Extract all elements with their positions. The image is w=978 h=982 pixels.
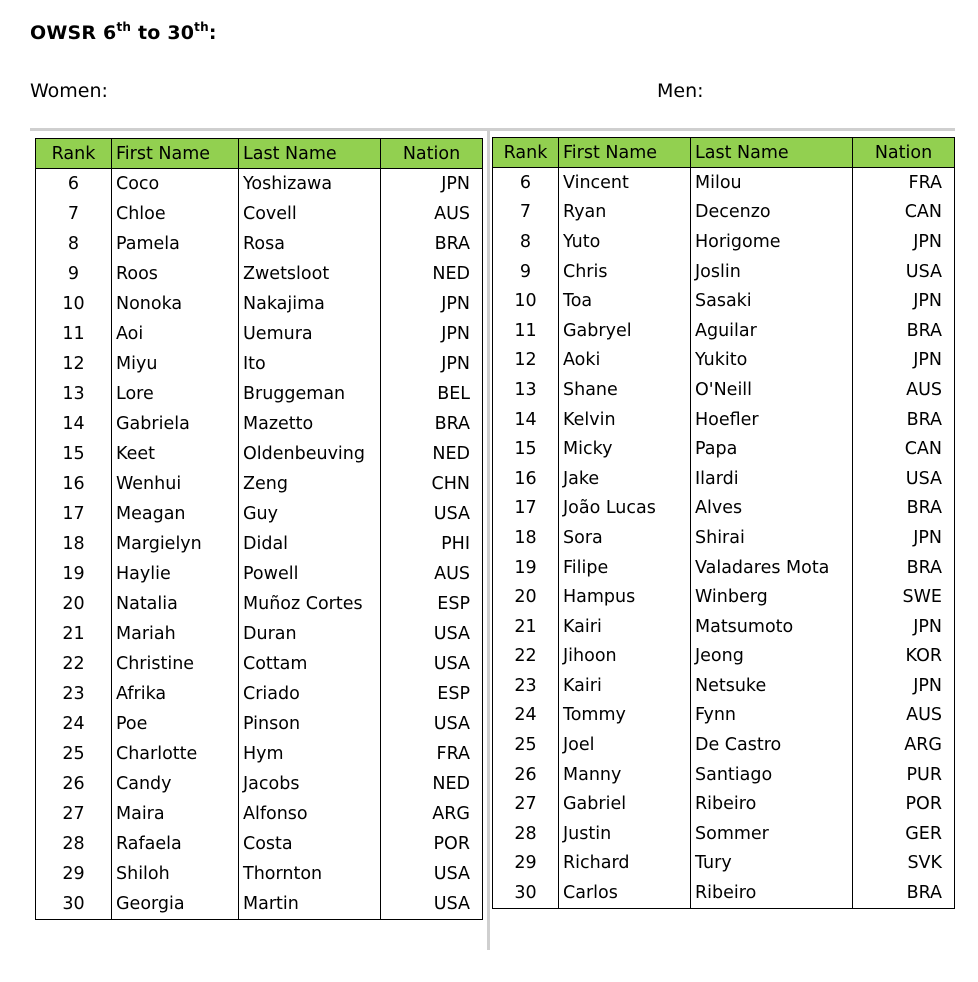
cell-rank: 27 [493, 789, 559, 819]
table-row [493, 346, 955, 376]
table-row [36, 829, 483, 859]
cell-nation: FRA [381, 739, 483, 769]
cell-rank: 20 [493, 582, 559, 612]
cell-last-name: Jeong [691, 642, 853, 672]
cell-nation: BRA [381, 229, 483, 259]
cell-rank: 17 [493, 494, 559, 524]
cell-last-name: Yoshizawa [239, 169, 381, 200]
cell-last-name: Criado [239, 679, 381, 709]
cell-last-name: Sasaki [691, 286, 853, 316]
cell-nation: JPN [853, 227, 955, 257]
cell-nation: PHI [381, 529, 483, 559]
cell-nation: BRA [853, 405, 955, 435]
cell-nation: ESP [381, 679, 483, 709]
cell-first-name: Roos [112, 259, 239, 289]
cell-rank: 8 [36, 229, 112, 259]
cell-rank: 12 [36, 349, 112, 379]
cell-nation: JPN [381, 289, 483, 319]
cell-first-name: Kairi [559, 612, 691, 642]
cell-first-name: Pamela [112, 229, 239, 259]
table-row [36, 709, 483, 739]
table-row [493, 760, 955, 790]
table-row [36, 799, 483, 829]
cell-first-name: Shane [559, 375, 691, 405]
cell-rank: 18 [493, 523, 559, 553]
cell-first-name: Charlotte [112, 739, 239, 769]
men-label: Men: [657, 80, 704, 102]
cell-first-name: Candy [112, 769, 239, 799]
cell-first-name: Tommy [559, 701, 691, 731]
cell-rank: 26 [36, 769, 112, 799]
cell-first-name: Jake [559, 464, 691, 494]
cell-first-name: Vincent [559, 168, 691, 198]
cell-last-name: Ribeiro [691, 789, 853, 819]
cell-first-name: Lore [112, 379, 239, 409]
cell-nation: KOR [853, 642, 955, 672]
cell-first-name: Richard [559, 849, 691, 879]
table-row [493, 434, 955, 464]
cell-last-name: Fynn [691, 701, 853, 731]
cell-nation: BRA [853, 494, 955, 524]
cell-nation: USA [381, 619, 483, 649]
cell-first-name: Gabryel [559, 316, 691, 346]
cell-rank: 28 [493, 819, 559, 849]
cell-last-name: Zeng [239, 469, 381, 499]
cell-last-name: Muñoz Cortes [239, 589, 381, 619]
cell-nation: POR [381, 829, 483, 859]
cell-last-name: O'Neill [691, 375, 853, 405]
cell-first-name: Justin [559, 819, 691, 849]
cell-rank: 22 [493, 642, 559, 672]
cell-first-name: Chris [559, 257, 691, 287]
cell-rank: 8 [493, 227, 559, 257]
cell-rank: 7 [36, 199, 112, 229]
table-row [493, 819, 955, 849]
table-row [493, 286, 955, 316]
cell-rank: 16 [36, 469, 112, 499]
cell-nation: NED [381, 439, 483, 469]
table-row [493, 375, 955, 405]
cell-nation: AUS [381, 559, 483, 589]
cell-rank: 15 [36, 439, 112, 469]
cell-nation: BEL [381, 379, 483, 409]
table-row [493, 642, 955, 672]
cell-nation: AUS [381, 199, 483, 229]
cell-last-name: De Castro [691, 730, 853, 760]
cell-first-name: Manny [559, 760, 691, 790]
cell-first-name: Sora [559, 523, 691, 553]
table-row [36, 199, 483, 229]
cell-first-name: Afrika [112, 679, 239, 709]
cell-last-name: Winberg [691, 582, 853, 612]
cell-rank: 14 [493, 405, 559, 435]
cell-last-name: Hym [239, 739, 381, 769]
cell-first-name: Wenhui [112, 469, 239, 499]
table-row [36, 859, 483, 889]
cell-nation: GER [853, 819, 955, 849]
cell-rank: 18 [36, 529, 112, 559]
cell-rank: 7 [493, 198, 559, 228]
cell-nation: JPN [853, 523, 955, 553]
cell-nation: ESP [381, 589, 483, 619]
cell-last-name: Horigome [691, 227, 853, 257]
cell-first-name: Toa [559, 286, 691, 316]
cell-last-name: Rosa [239, 229, 381, 259]
cell-first-name: Shiloh [112, 859, 239, 889]
table-row [36, 469, 483, 499]
cell-nation: PUR [853, 760, 955, 790]
cell-first-name: Yuto [559, 227, 691, 257]
column-header-first-name: First Name [559, 138, 691, 168]
table-row [493, 198, 955, 228]
cell-first-name: Keet [112, 439, 239, 469]
cell-rank: 26 [493, 760, 559, 790]
cell-nation: AUS [853, 701, 955, 731]
women-label: Women: [30, 80, 108, 102]
table-row [493, 701, 955, 731]
column-header-last-name: Last Name [239, 139, 381, 169]
column-header-nation: Nation [853, 138, 955, 168]
table-row [493, 849, 955, 879]
cell-rank: 9 [493, 257, 559, 287]
cell-first-name: Natalia [112, 589, 239, 619]
cell-rank: 6 [493, 168, 559, 198]
table-row [36, 379, 483, 409]
cell-nation: FRA [853, 168, 955, 198]
cell-last-name: Pinson [239, 709, 381, 739]
cell-nation: JPN [381, 349, 483, 379]
cell-last-name: Tury [691, 849, 853, 879]
cell-nation: CAN [853, 434, 955, 464]
cell-rank: 25 [493, 730, 559, 760]
cell-nation: POR [853, 789, 955, 819]
cell-first-name: Georgia [112, 889, 239, 920]
cell-nation: CAN [853, 198, 955, 228]
table-shadow-top [30, 128, 955, 131]
cell-last-name: Duran [239, 619, 381, 649]
column-header-nation: Nation [381, 139, 483, 169]
cell-nation: USA [853, 257, 955, 287]
cell-last-name: Thornton [239, 859, 381, 889]
table-row [36, 319, 483, 349]
column-header-first-name: First Name [112, 139, 239, 169]
cell-last-name: Ito [239, 349, 381, 379]
column-header-last-name: Last Name [691, 138, 853, 168]
table-row [493, 553, 955, 583]
cell-nation: NED [381, 259, 483, 289]
cell-nation: BRA [853, 316, 955, 346]
table-row [36, 289, 483, 319]
cell-last-name: Papa [691, 434, 853, 464]
cell-rank: 24 [36, 709, 112, 739]
cell-first-name: Ryan [559, 198, 691, 228]
cell-nation: JPN [381, 319, 483, 349]
cell-last-name: Ribeiro [691, 878, 853, 908]
cell-last-name: Milou [691, 168, 853, 198]
cell-first-name: Micky [559, 434, 691, 464]
cell-last-name: Alfonso [239, 799, 381, 829]
cell-rank: 6 [36, 169, 112, 200]
cell-first-name: Meagan [112, 499, 239, 529]
cell-last-name: Ilardi [691, 464, 853, 494]
cell-rank: 11 [36, 319, 112, 349]
cell-rank: 21 [493, 612, 559, 642]
cell-rank: 20 [36, 589, 112, 619]
cell-last-name: Costa [239, 829, 381, 859]
cell-first-name: Hampus [559, 582, 691, 612]
cell-first-name: Chloe [112, 199, 239, 229]
cell-rank: 24 [493, 701, 559, 731]
table-row [36, 559, 483, 589]
table-row [36, 409, 483, 439]
cell-last-name: Powell [239, 559, 381, 589]
table-row [36, 529, 483, 559]
table-row [36, 259, 483, 289]
cell-last-name: Alves [691, 494, 853, 524]
cell-rank: 28 [36, 829, 112, 859]
table-row [36, 889, 483, 920]
cell-nation: ARG [381, 799, 483, 829]
cell-last-name: Nakajima [239, 289, 381, 319]
table-row [493, 316, 955, 346]
cell-rank: 13 [36, 379, 112, 409]
cell-last-name: Oldenbeuving [239, 439, 381, 469]
cell-last-name: Aguilar [691, 316, 853, 346]
cell-nation: JPN [853, 671, 955, 701]
cell-last-name: Sommer [691, 819, 853, 849]
cell-first-name: Coco [112, 169, 239, 200]
cell-last-name: Uemura [239, 319, 381, 349]
cell-last-name: Shirai [691, 523, 853, 553]
cell-last-name: Guy [239, 499, 381, 529]
cell-last-name: Matsumoto [691, 612, 853, 642]
table-row [493, 257, 955, 287]
cell-rank: 29 [36, 859, 112, 889]
cell-rank: 30 [36, 889, 112, 920]
cell-first-name: Carlos [559, 878, 691, 908]
cell-rank: 16 [493, 464, 559, 494]
table-row [493, 878, 955, 908]
table-row [36, 769, 483, 799]
cell-rank: 30 [493, 878, 559, 908]
cell-nation: USA [381, 889, 483, 920]
cell-rank: 23 [36, 679, 112, 709]
cell-nation: SVK [853, 849, 955, 879]
cell-last-name: Decenzo [691, 198, 853, 228]
cell-rank: 10 [493, 286, 559, 316]
table-row [493, 168, 955, 198]
cell-first-name: Kelvin [559, 405, 691, 435]
page-heading: OWSR 6th to 30th: [30, 20, 217, 44]
cell-last-name: Santiago [691, 760, 853, 790]
cell-last-name: Zwetsloot [239, 259, 381, 289]
table-row [493, 494, 955, 524]
cell-last-name: Jacobs [239, 769, 381, 799]
cell-last-name: Valadares Mota [691, 553, 853, 583]
cell-first-name: João Lucas [559, 494, 691, 524]
cell-nation: JPN [381, 169, 483, 200]
cell-rank: 12 [493, 346, 559, 376]
column-header-rank: Rank [493, 138, 559, 168]
cell-rank: 19 [493, 553, 559, 583]
cell-first-name: Miyu [112, 349, 239, 379]
cell-rank: 21 [36, 619, 112, 649]
table-row [493, 671, 955, 701]
table-row [493, 730, 955, 760]
table-row [36, 499, 483, 529]
table-row [36, 169, 483, 200]
table-row [36, 589, 483, 619]
cell-rank: 19 [36, 559, 112, 589]
table-row [493, 612, 955, 642]
cell-last-name: Bruggeman [239, 379, 381, 409]
cell-nation: USA [381, 859, 483, 889]
men-rankings-table [492, 137, 955, 909]
cell-nation: JPN [853, 286, 955, 316]
cell-nation: USA [381, 499, 483, 529]
cell-nation: USA [853, 464, 955, 494]
cell-rank: 13 [493, 375, 559, 405]
cell-first-name: Maira [112, 799, 239, 829]
cell-first-name: Aoi [112, 319, 239, 349]
cell-nation: SWE [853, 582, 955, 612]
cell-first-name: Kairi [559, 671, 691, 701]
cell-last-name: Yukito [691, 346, 853, 376]
table-row [36, 349, 483, 379]
cell-rank: 14 [36, 409, 112, 439]
cell-nation: BRA [381, 409, 483, 439]
cell-nation: AUS [853, 375, 955, 405]
cell-rank: 27 [36, 799, 112, 829]
cell-rank: 22 [36, 649, 112, 679]
cell-nation: JPN [853, 612, 955, 642]
cell-last-name: Cottam [239, 649, 381, 679]
column-header-rank: Rank [36, 139, 112, 169]
table-row [36, 619, 483, 649]
cell-first-name: Filipe [559, 553, 691, 583]
table-row [493, 405, 955, 435]
cell-rank: 10 [36, 289, 112, 319]
table-header-row [36, 139, 483, 169]
table-row [493, 582, 955, 612]
table-row [493, 464, 955, 494]
cell-nation: NED [381, 769, 483, 799]
table-row [36, 229, 483, 259]
cell-first-name: Gabriel [559, 789, 691, 819]
cell-first-name: Aoki [559, 346, 691, 376]
cell-first-name: Joel [559, 730, 691, 760]
cell-first-name: Jihoon [559, 642, 691, 672]
cell-first-name: Poe [112, 709, 239, 739]
table-row [493, 523, 955, 553]
cell-rank: 15 [493, 434, 559, 464]
cell-nation: USA [381, 709, 483, 739]
cell-rank: 29 [493, 849, 559, 879]
cell-first-name: Nonoka [112, 289, 239, 319]
cell-rank: 11 [493, 316, 559, 346]
cell-first-name: Rafaela [112, 829, 239, 859]
cell-first-name: Margielyn [112, 529, 239, 559]
cell-first-name: Mariah [112, 619, 239, 649]
table-shadow-divider [487, 128, 490, 950]
cell-nation: JPN [853, 346, 955, 376]
cell-nation: CHN [381, 469, 483, 499]
cell-rank: 17 [36, 499, 112, 529]
table-row [36, 679, 483, 709]
cell-last-name: Didal [239, 529, 381, 559]
table-row [36, 649, 483, 679]
cell-nation: BRA [853, 553, 955, 583]
table-row [36, 439, 483, 469]
cell-last-name: Joslin [691, 257, 853, 287]
cell-rank: 9 [36, 259, 112, 289]
table-row [493, 789, 955, 819]
cell-nation: ARG [853, 730, 955, 760]
women-rankings-table [35, 138, 483, 920]
table-header-row [493, 138, 955, 168]
cell-rank: 23 [493, 671, 559, 701]
cell-first-name: Haylie [112, 559, 239, 589]
table-row [493, 227, 955, 257]
cell-first-name: Gabriela [112, 409, 239, 439]
cell-last-name: Covell [239, 199, 381, 229]
cell-last-name: Netsuke [691, 671, 853, 701]
cell-rank: 25 [36, 739, 112, 769]
cell-last-name: Mazetto [239, 409, 381, 439]
cell-last-name: Martin [239, 889, 381, 920]
table-row [36, 739, 483, 769]
cell-nation: USA [381, 649, 483, 679]
cell-last-name: Hoefler [691, 405, 853, 435]
cell-first-name: Christine [112, 649, 239, 679]
cell-nation: BRA [853, 878, 955, 908]
